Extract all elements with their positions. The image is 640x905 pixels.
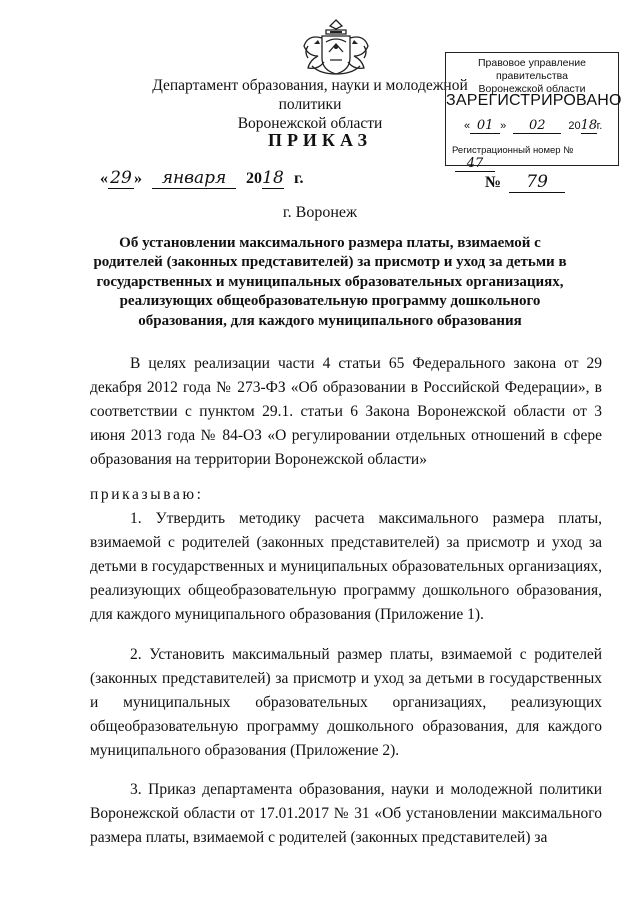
- stamp-reg-value: 47: [455, 156, 495, 172]
- department-line-1: Департамент образования, науки и молодежной политики: [152, 77, 468, 113]
- stamp-date-year-prefix: 20: [568, 120, 581, 132]
- stamp-authority: [446, 57, 618, 96]
- stamp-line-2: Воронежской области: [478, 83, 586, 95]
- number-value: 79: [509, 172, 565, 193]
- document-type-title: ПРИКАЗ: [267, 130, 373, 150]
- stamp-reg-label: Регистрационный номер №: [452, 145, 574, 156]
- stamp-date-close: »: [500, 120, 507, 132]
- date-suffix: г.: [294, 170, 304, 187]
- department-name: [130, 76, 490, 133]
- document-date: [100, 168, 303, 189]
- stamp-date-year: 18: [580, 118, 598, 133]
- department-line-2: Воронежской области: [237, 115, 383, 132]
- number-label: №: [485, 174, 502, 191]
- stamp-date-open: «: [464, 120, 471, 132]
- date-close-quote: »: [134, 170, 142, 187]
- stamp-date-day: 01: [470, 118, 500, 134]
- document-city: г. Воронеж: [282, 204, 358, 221]
- preamble-paragraph: В целях реализации части 4 статьи 65 Федерального закона от 29 декабря 2012 года № 273-ФЗ «Об образовании в Российской Федерации», в соответствии с пунктом 29.1. статьи 6 Закона Воронежской области от 3 июня 2013 года № 84-ОЗ «О регулировании отдельных отношений в сфере образования на территории Воронежской области»: [90, 355, 602, 468]
- document-subject: Об установлении максимального размера платы, взимаемой с родителей (законных представителей) за присмотр и уход за детьми в государственных и муниципальных образовательных организациях, реализующих общеобразовательную программу дошкольного образования, для каждого муниципального образования: [93, 235, 567, 329]
- order-item-1: 1. Утвердить методику расчета максимального размера платы, взимаемой с родителей (законных представителей) за присмотр и уход за детьми в государственных и муниципальных образовательных организациях, реализующих общеобразовательную программу дошкольного образования, для каждого муниципального образования (Приложение 1).: [90, 510, 602, 623]
- date-open-quote: «: [100, 170, 108, 187]
- orders-word: приказываю:: [90, 486, 204, 503]
- order-item-2: 2. Установить максимальный размер платы, взимаемой с родителей (законных представителей) за присмотр и уход за детьми в государственных и муниципальных образовательных организациях, реализующих общеобразовательную программу дошкольного образования, для каждого муниципального образования (Приложение 2).: [90, 646, 602, 759]
- date-day: 29: [108, 168, 134, 189]
- coat-of-arms-icon: [296, 16, 376, 80]
- stamp-line-1: Правовое управление правительства: [477, 57, 586, 82]
- stamp-date-suffix: г.: [596, 120, 603, 132]
- date-month: января: [152, 168, 236, 189]
- date-year: 18: [262, 168, 284, 188]
- stamp-date-month: 02: [513, 118, 561, 134]
- document-number: [485, 172, 565, 193]
- order-item-3: 3. Приказ департамента образования, науки и молодежной политики Воронежской области от 17.01.2017 № 31 «Об установлении максимального размера платы, взимаемой с родителей (законных представителей) за: [90, 781, 602, 846]
- stamp-registered: ЗАРЕГИСТРИРОВАНО: [446, 92, 622, 109]
- date-year-prefix: 20: [246, 170, 262, 187]
